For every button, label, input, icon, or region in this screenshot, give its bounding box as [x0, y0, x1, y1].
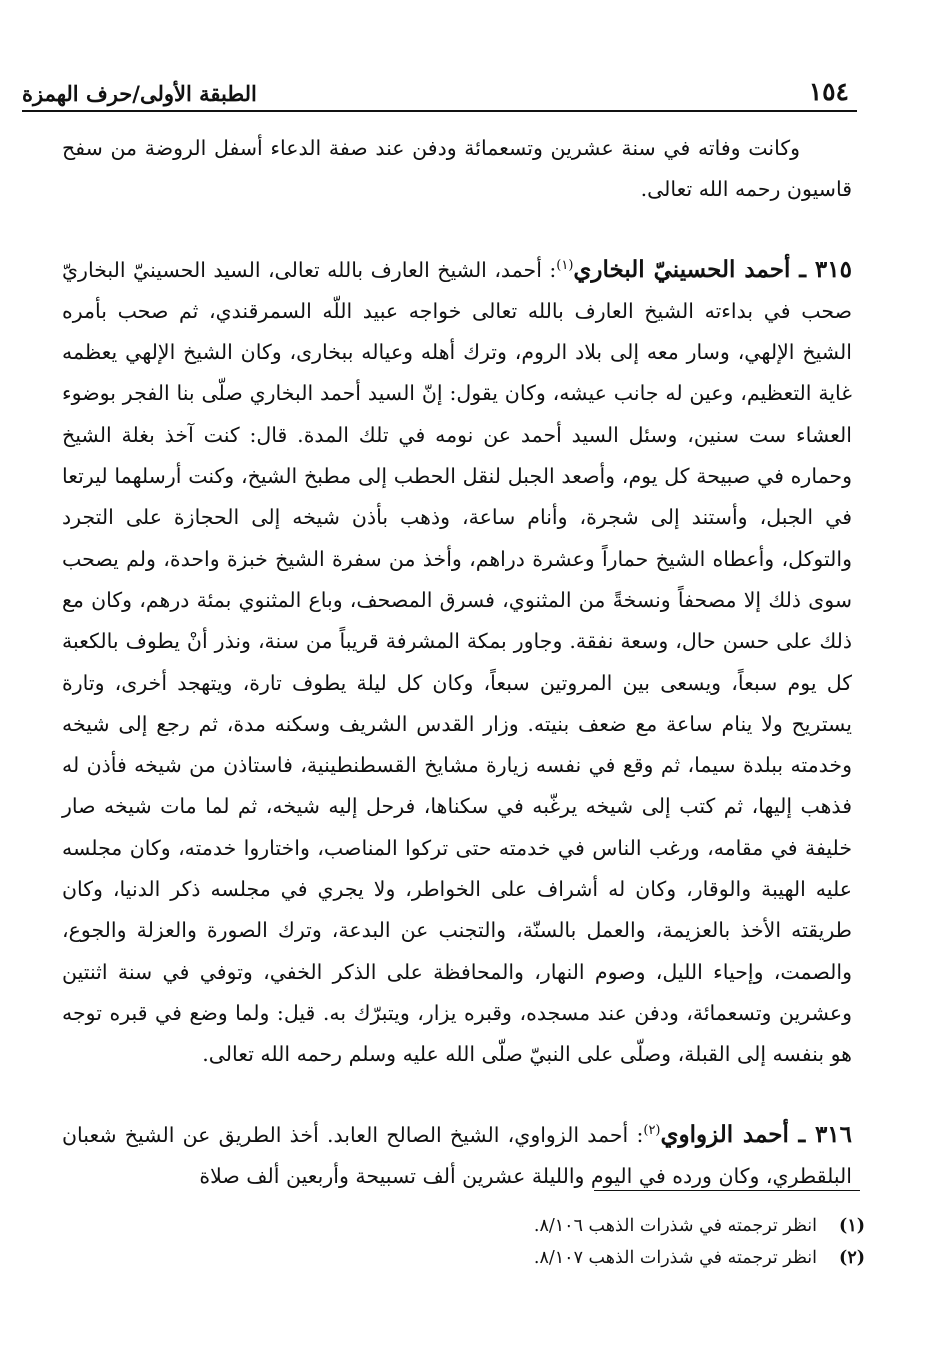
- entry-316-text: : أحمد الزواوي، الشيخ الصالح العابد. أخذ الطريق عن الشيخ شعبان البلقطري، وكان ورده في اليوم والليلة عشرين ألف تسبيحة وأربعين ألف صلاة: [62, 1122, 852, 1188]
- intro-paragraph: وكانت وفاته في سنة عشرين وتسعمائة ودفن عند صفة الدعاء أسفل الروضة من سفح قاسيون رحمه الله تعالى.: [62, 136, 852, 202]
- entry-316: [62, 1114, 852, 1198]
- header-divider: [22, 110, 857, 112]
- entry-315: [62, 249, 852, 1076]
- main-text: [62, 128, 852, 1235]
- footnote-divider: [594, 1190, 860, 1191]
- footnote-ref-1[interactable]: (١): [556, 257, 574, 273]
- footnote-2: [420, 1242, 865, 1274]
- footnote-marker: (١): [839, 1216, 865, 1236]
- entry-315-heading: ٣١٥ ـ أحمد الحسينيّ البخاري: [573, 255, 852, 283]
- footnote-1: [420, 1210, 865, 1242]
- footnote-text: انظر ترجمته في شذرات الذهب ٨/١٠٧.: [533, 1248, 818, 1268]
- header-title: الطبقة الأولى/حرف الهمزة: [22, 81, 257, 106]
- footnote-ref-2[interactable]: (٢): [643, 1122, 661, 1138]
- footnote-marker: (٢): [839, 1248, 865, 1268]
- page-number: ١٥٤: [808, 77, 849, 106]
- footnotes: [420, 1210, 865, 1274]
- entry-316-heading: ٣١٦ ـ أحمد الزواوي: [660, 1120, 853, 1148]
- entry-315-text: : أحمد، الشيخ العارف بالله تعالى، السيد الحسينيّ البخاريّ صحب في بداءته الشيخ العارف بالله تعالى خواجه عبيد اللّه السمرقندي، ثم صحب بأمره الشيخ الإلهي، وسار معه إلى بلاد الروم، وترك أهله وعياله ببخارى، وكان الشيخ الإلهي يعظمه غاية التعظيم، وعين له جانب عيشه، وكان يقول: إنّ السيد أحمد البخاري صلّى بنا الفجر بوضوء العشاء ست سنين، وسئل السيد أحمد عن نومه في تلك المدة. قال: كنت آخذ بغلة الشيخ وحماره في صبيحة كل يوم، وأصعد الجبل لنقل الحطب إلى مطبخ الشيخ، وكنت أرسلهما ليرتعا في الجبل، وأستند إلى شجرة، وأنام ساعة، وذهب بأذن شيخه إلى الحجازة على التجرد والتوكل، وأعطاه الشيخ حماراً وعشرة دراهم، وأخذ من سفرة الشيخ خبزة واحدة، ولم يصحب سوى ذلك إلا مصحفاً ونسخةً من المثنوي، فسرق المصحف، وباع المثنوي بمئة درهم، وكان مع ذلك على حسن حال، وسعة نفقة. وجاور بمكة المشرفة قريباً من سنة، ونذر أنْ يطوف بالكعبة كل يوم سبعاً، ويسعى بين المروتين سبعاً، وكان كل ليلة يطوف تارة، ويتهجد أخرى، وتارة يستريح ولا ينام ساعة مع ضعف بنيته. وزار القدس الشريف وسكنه مدة، ثم رجع إلى شيخه وخدمته ببلدة سيما، ثم وقع في نفسه زيارة مشايخ القسطنطينية، فاستاذن من شيخه فأذن له فذهب إليها، ثم كتب إلى شيخه يرغّبه في سكناها، فرحل إليه شيخه، ثم لما مات شيخه صار خليفة في مقامه، ورغب الناس في خدمته حتى تركوا المناصب، واختاروا خدمته، وكان مجلسه عليه الهيبة والوقار، وكان له أشراف على الخواطر، ولا يجري في مجلسه ذكر الدنيا، وكان طريقته الأخذ بالعزيمة، والعمل بالسنّة، والتجنب عن البدعة، وترك الصورة والعزلة والجوع، والصمت، وإحياء الليل، وصوم النهار، والمحافظة على الذكر الخفي، وتوفي في سنة اثنتين وعشرين وتسعمائة، ودفن عند مسجده، وقبره يزار، ويتبرّك به. قيل: ولما وضع في قبره توجه هو بنفسه إلى القبلة، وصلّى على النبيّ صلّى الله عليه وسلم رحمه الله تعالى.: [62, 257, 852, 1067]
- footnote-text: انظر ترجمته في شذرات الذهب ٨/١٠٦.: [533, 1216, 818, 1236]
- running-header: [22, 58, 857, 106]
